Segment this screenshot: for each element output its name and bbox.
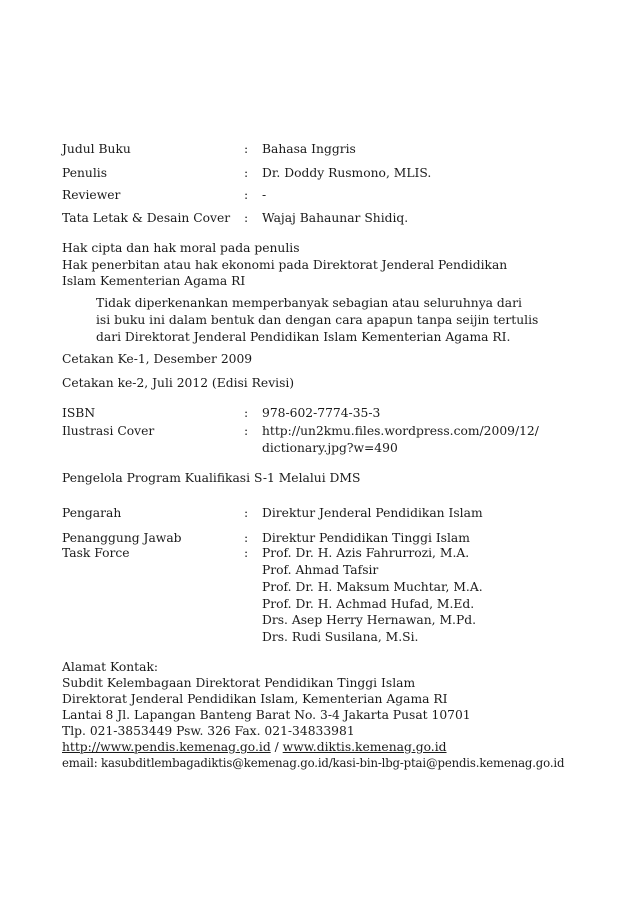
reviewer-label: Reviewer [62,188,121,202]
rights-line-1: Hak cipta dan hak moral pada penulis [62,241,300,255]
contact-links [62,739,447,755]
contact-line-3: Lantai 8 Jl. Lapangan Banteng Barat No. 3-4 Jakarta Pusat 10701 [62,708,471,722]
colon: : [244,166,249,180]
judul-label: Judul Buku [62,142,131,156]
colon: : [244,546,249,560]
penanggung-jawab-label: Penanggung Jawab [62,531,182,545]
task-force-member: Prof. Dr. H. Maksum Muchtar, M.A. [262,580,483,594]
program-title: Pengelola Program Kualifikasi S-1 Melalui DMS [62,471,361,485]
task-force-member: Prof. Dr. H. Achmad Hufad, M.Ed. [262,597,475,611]
ilustrasi-value-1: http://un2kmu.files.wordpress.com/2009/12/ [262,424,539,438]
task-force-member: Drs. Rudi Susilana, M.Si. [262,630,419,644]
ilustrasi-label: Ilustrasi Cover [62,424,155,438]
warning-line-2: isi buku ini dalam bentuk dan dengan cara apapun tanpa seijin tertulis [96,313,539,327]
colon: : [244,424,249,438]
colon: : [244,188,249,202]
warning-line-3: dari Direktorat Jenderal Pendidikan Islam Kementerian Agama RI. [96,330,511,344]
colon: : [244,406,249,420]
judul-value: Bahasa Inggris [262,142,356,156]
contact-line-1: Subdit Kelembagaan Direktorat Pendidikan Tinggi Islam [62,676,416,690]
isbn-value: 978-602-7774-35-3 [262,406,381,420]
colon: : [244,531,249,545]
rights-line-2: Hak penerbitan atau hak ekonomi pada Direktorat Jenderal Pendidikan [62,258,508,272]
task-force-member: Prof. Ahmad Tafsir [262,563,379,577]
contact-email: email: kasubditlembagadiktis@kemenag.go.id/kasi-bin-lbg-ptai@pendis.kemenag.go.id [62,756,565,770]
task-force-label: Task Force [62,546,130,560]
task-force-member: Drs. Asep Herry Hernawan, M.Pd. [262,613,477,627]
penulis-value: Dr. Doddy Rusmono, MLIS. [262,166,432,180]
colon: : [244,211,249,225]
isbn-label: ISBN [62,406,96,420]
tata-letak-value: Wajaj Bahaunar Shidiq. [262,211,409,225]
pengarah-label: Pengarah [62,506,122,520]
colon: : [244,506,249,520]
diktis-link[interactable]: www.diktis.kemenag.go.id [282,740,447,754]
rights-line-3: Islam Kementerian Agama RI [62,274,246,288]
pendis-link[interactable]: http://www.pendis.kemenag.go.id [62,740,271,754]
pengarah-value: Direktur Jenderal Pendidikan Islam [262,506,483,520]
link-separator: / [270,740,283,754]
reviewer-value: - [262,188,267,202]
penulis-label: Penulis [62,166,108,180]
contact-line-4: Tlp. 021-3853449 Psw. 326 Fax. 021-34833981 [62,724,355,738]
contact-title: Alamat Kontak: [62,660,159,674]
penanggung-jawab-value: Direktur Pendidikan Tinggi Islam [262,531,470,545]
ilustrasi-value-2: dictionary.jpg?w=490 [262,441,398,455]
cetakan-2: Cetakan ke-2, Juli 2012 (Edisi Revisi) [62,376,295,390]
tata-letak-label: Tata Letak & Desain Cover [62,211,231,225]
colon: : [244,142,249,156]
contact-line-2: Direktorat Jenderal Pendidikan Islam, Kementerian Agama RI [62,692,448,706]
cetakan-1: Cetakan Ke-1, Desember 2009 [62,352,253,366]
warning-line-1: Tidak diperkenankan memperbanyak sebagian atau seluruhnya dari [96,296,522,310]
task-force-member: Prof. Dr. H. Azis Fahrurrozi, M.A. [262,546,470,560]
